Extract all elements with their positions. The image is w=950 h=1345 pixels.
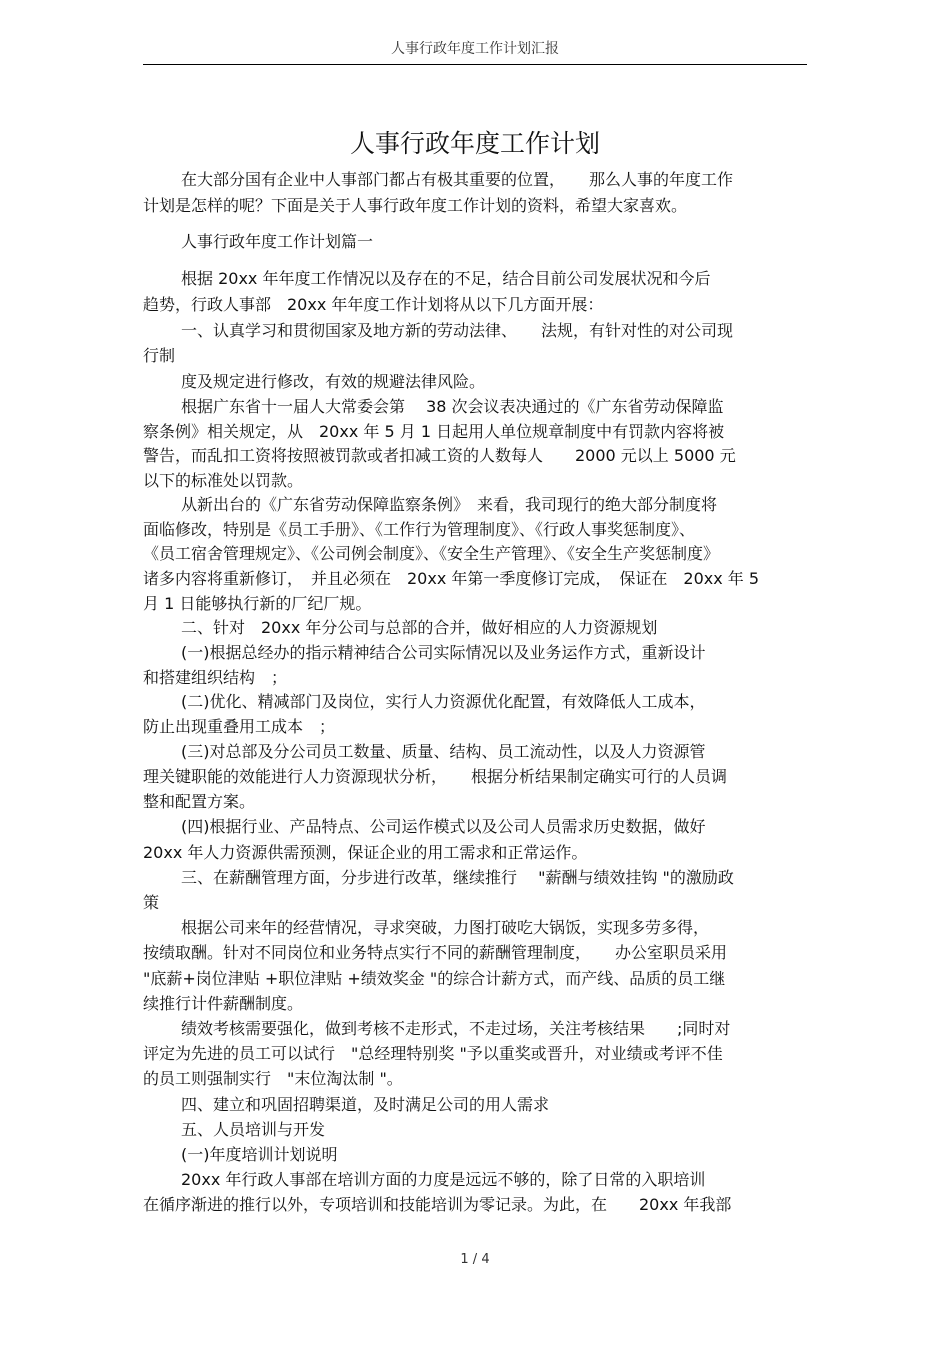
body-line: 月 1 日能够执行新的厂纪厂规。	[143, 594, 372, 613]
body-line: (一)根据总经办的指示精神结合公司实际情况以及业务运作方式，重新设计	[181, 643, 706, 662]
body-line: 续推行计件薪酬制度。	[143, 994, 304, 1013]
body-line: (三)对总部及分公司员工数量、质量、结构、员工流动性，以及人力资源管	[181, 742, 706, 761]
body-line: 从新出台的《广东省劳动保障监察条例》 来看，我司现行的绝大部分制度将	[181, 495, 718, 514]
body-line: 《员工宿舍管理规定》、《公司例会制度》、《安全生产管理》、《安全生产奖惩制度》	[143, 544, 720, 563]
body-line: 在大部分国有企业中人事部门都占有极其重要的位置， 那么人事的年度工作	[181, 170, 734, 189]
body-line: (二)优化、精减部门及岗位，实行人力资源优化配置，有效降低人工成本，	[181, 692, 706, 711]
body-line: 和搭建组织结构 ；	[143, 668, 288, 687]
page-number: 1 / 4	[460, 1252, 490, 1267]
body-line: 的员工则强制实行 "末位淘汰制 "。	[143, 1069, 403, 1088]
body-line: 根据公司来年的经营情况，寻求突破，力图打破吃大锅饭，实现多劳多得，	[181, 918, 710, 937]
body-line: 诸多内容将重新修订， 并且必须在 20xx 年第一季度修订完成， 保证在 20xx 年 5	[143, 569, 760, 588]
body-line: 理关键职能的效能进行人力资源现状分析， 根据分析结果制定确实可行的人员调	[143, 767, 728, 786]
body-line: 趋势，行政人事部 20xx 年年度工作计划将从以下几方面开展：	[143, 295, 604, 314]
body-line: "底薪+岗位津贴 +职位津贴 +绩效奖金 "的综合计薪方式，而产线、品质的员工继	[143, 969, 726, 988]
body-line: 面临修改，特别是《员工手册》、《工作行为管理制度》、《行政人事奖惩制度》、	[143, 520, 696, 539]
body-line: 三、在薪酬管理方面，分步进行改革，继续推行 "薪酬与绩效挂钩 "的激励政	[181, 868, 734, 887]
body-line: (四)根据行业、产品特点、公司运作模式以及公司人员需求历史数据，做好	[181, 817, 706, 836]
header-divider	[143, 64, 807, 65]
document-title: 人事行政年度工作计划	[349, 129, 600, 158]
section-heading: 五、人员培训与开发	[181, 1120, 326, 1139]
body-line: 计划是怎样的呢？下面是关于人事行政年度工作计划的资料，希望大家喜欢。	[143, 196, 688, 215]
section-heading: 人事行政年度工作计划篇一	[181, 232, 374, 251]
body-line: 警告，而乱扣工资将按照被罚款或者扣减工资的人数每人 2000 元以上 5000 元	[143, 446, 736, 465]
body-line: 20xx 年行政人事部在培训方面的力度是远远不够的，除了日常的入职培训	[181, 1170, 706, 1189]
body-line: 整和配置方案。	[143, 792, 256, 811]
subsection-heading: (一)年度培训计划说明	[181, 1145, 338, 1164]
body-line: 根据 20xx 年年度工作情况以及存在的不足，结合目前公司发展状况和今后	[181, 269, 711, 288]
body-line: 防止出现重叠用工成本 ；	[143, 717, 336, 736]
body-line: 在循序渐进的推行以外，专项培训和技能培训为零记录。为此，在 20xx 年我部	[143, 1195, 732, 1214]
body-line: 度及规定进行修改，有效的规避法律风险。	[181, 372, 486, 391]
body-line: 以下的标准处以罚款。	[143, 471, 304, 490]
body-line: 按绩取酬。针对不同岗位和业务特点实行不同的薪酬管理制度， 办公室职员采用	[143, 943, 728, 962]
body-line: 策	[143, 893, 160, 912]
body-line: 二、针对 20xx 年分公司与总部的合并，做好相应的人力资源规划	[181, 618, 658, 637]
body-line: 评定为先进的员工可以试行 "总经理特别奖 "予以重奖或晋升，对业绩或考评不佳	[143, 1044, 723, 1063]
body-line: 一、认真学习和贯彻国家及地方新的劳动法律、 法规，有针对性的对公司现	[181, 321, 734, 340]
body-line: 行制	[143, 346, 176, 365]
running-header: 人事行政年度工作计划汇报	[391, 41, 559, 57]
body-line: 根据广东省十一届人大常委会第 38 次会议表决通过的《广东省劳动保障监	[181, 397, 724, 416]
body-line: 察条例》相关规定，从 20xx 年 5 月 1 日起用人单位规章制度中有罚款内容将被	[143, 422, 725, 441]
section-heading: 四、建立和巩固招聘渠道，及时满足公司的用人需求	[181, 1095, 550, 1114]
body-line: 绩效考核需要强化，做到考核不走形式，不走过场，关注考核结果 ;同时对	[181, 1019, 731, 1038]
body-line: 20xx 年人力资源供需预测，保证企业的用工需求和正常运作。	[143, 843, 588, 862]
